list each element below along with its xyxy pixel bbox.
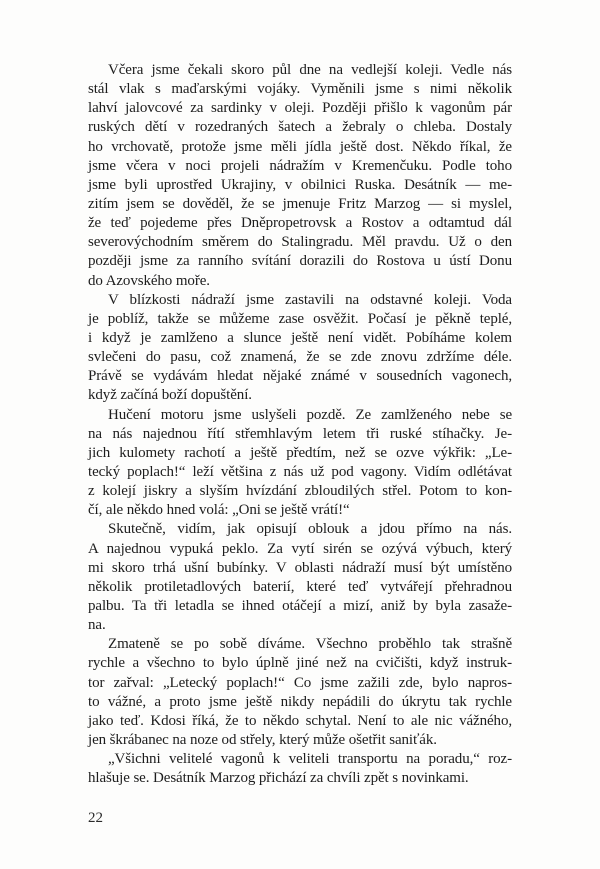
- text-line: „Všichni velitelé vagonů k veliteli transportu na poradu,“ roz-: [108, 751, 512, 768]
- paragraph: [88, 635, 512, 750]
- text-line: hlašuje se. Desátník Marzog přichází za chvíli zpět s novinkami.: [88, 770, 469, 787]
- text-line: čí, ale někdo hned volá: „Oni se ještě vrátí!“: [88, 502, 350, 519]
- text-line: jako teď. Kdosi říká, že to někdo schytal. Není to ale nic vážného,: [88, 712, 512, 729]
- text-line: na nás najednou řítí střemhlavým letem tři ruské stíhačky. Je-: [88, 425, 512, 442]
- paragraph: [88, 291, 512, 406]
- text-line: později jsme za ranního svítání dorazili do Rostova u ústí Donu: [88, 253, 512, 270]
- text-line: že teď pojedeme přes Dněpropetrovsk a Rostov a odtamtud dál: [88, 215, 512, 232]
- text-line: je poblíž, takže se můžeme zase osvěžit. Počasí je pěkně teplé,: [88, 310, 512, 327]
- paragraph: [88, 61, 512, 291]
- text-line: zitím jsem se dověděl, že se jmenuje Fritz Marzog — si myslel,: [88, 195, 512, 212]
- page-number: 22: [88, 810, 103, 826]
- text-line: lahví jalovcové za sardinky v oleji. Později přišlo k vagonům pár: [88, 100, 512, 117]
- text-line: z kolejí jiskry a slyším hvízdání zbloudilých střel. Potom to kon-: [88, 483, 512, 500]
- text-line: stál vlak s maďarskými vojáky. Vyměnili jsme s nimi několik: [88, 81, 512, 98]
- text-line: A najednou vypuká peklo. Za vytí sirén se ozývá výbuch, který: [88, 540, 512, 557]
- text-line: to vážné, a proto jsme ještě nikdy nepádili do úkrytu tak rychle: [88, 693, 512, 710]
- text-line: jsme včera v noci projeli nádražím v Kremenčuku. Podle toho: [88, 157, 512, 174]
- text-line: na.: [88, 617, 106, 634]
- text-line: tor zařval: „Letecký poplach!“ Co jsme zažili zde, bylo napros-: [88, 674, 512, 691]
- text-line: V blízkosti nádraží jsme zastavili na odstavné koleji. Voda: [108, 291, 512, 308]
- text-line: ho vrchovatě, protože jsme měli jídla ještě dost. Někdo říkal, že: [88, 138, 512, 155]
- text-line: i když je zamlženo a slunce ještě není vidět. Pobíháme kolem: [88, 329, 512, 346]
- text-line: když začíná boží dopuštění.: [88, 387, 252, 404]
- paragraph: [88, 750, 512, 788]
- text-line: Právě se vydávám hledat nějaké známé v sousedních vagonech,: [88, 368, 512, 385]
- text-line: několik protiletadlových baterií, které teď vytvářejí přehradnou: [88, 578, 512, 595]
- text-block: [88, 61, 512, 788]
- text-line: jen škrábanec na noze od střely, který může ošetřit saniťák.: [88, 731, 437, 748]
- text-line: jsme byli uprostřed Ukrajiny, v obilnici Ruska. Desátník — me-: [88, 176, 512, 193]
- paragraph: [88, 406, 512, 521]
- text-line: do Azovského moře.: [88, 272, 210, 289]
- text-line: tecký poplach!“ leží většina z nás už pod vagony. Vidím odlétávat: [88, 463, 512, 480]
- text-line: ruských dětí v rozedraných šatech a žebraly o chleba. Dostaly: [88, 119, 512, 136]
- text-line: mi skoro trhá ušní bubínky. V oblasti nádraží musí být umístěno: [88, 559, 512, 576]
- text-line: Hučení motoru jsme uslyšeli pozdě. Ze zamlženého nebe se: [108, 406, 512, 423]
- text-line: Zmateně se po sobě díváme. Všechno proběhlo tak strašně: [108, 636, 512, 653]
- text-line: jich kulomety rachotí a ještě předtím, než se ozve výkřik: „Le-: [88, 444, 512, 461]
- text-line: svlečeni do pasu, což znamená, že se zde znovu zdržíme déle.: [88, 349, 512, 366]
- text-line: Včera jsme čekali skoro půl dne na vedlejší koleji. Vedle nás: [108, 62, 512, 78]
- text-line: palbu. Ta tři letadla se ihned otáčejí a mizí, aniž by byla zasaže-: [88, 597, 512, 614]
- text-line: rychle a všechno to bylo úplně jiné než na cvičišti, když instruk-: [88, 655, 512, 672]
- text-line: Skutečně, vidím, jak opisují oblouk a jdou přímo na nás.: [108, 521, 512, 538]
- text-line: severovýchodním směrem do Stalingradu. Měl pravdu. Už o den: [88, 234, 512, 251]
- paragraph: [88, 520, 512, 635]
